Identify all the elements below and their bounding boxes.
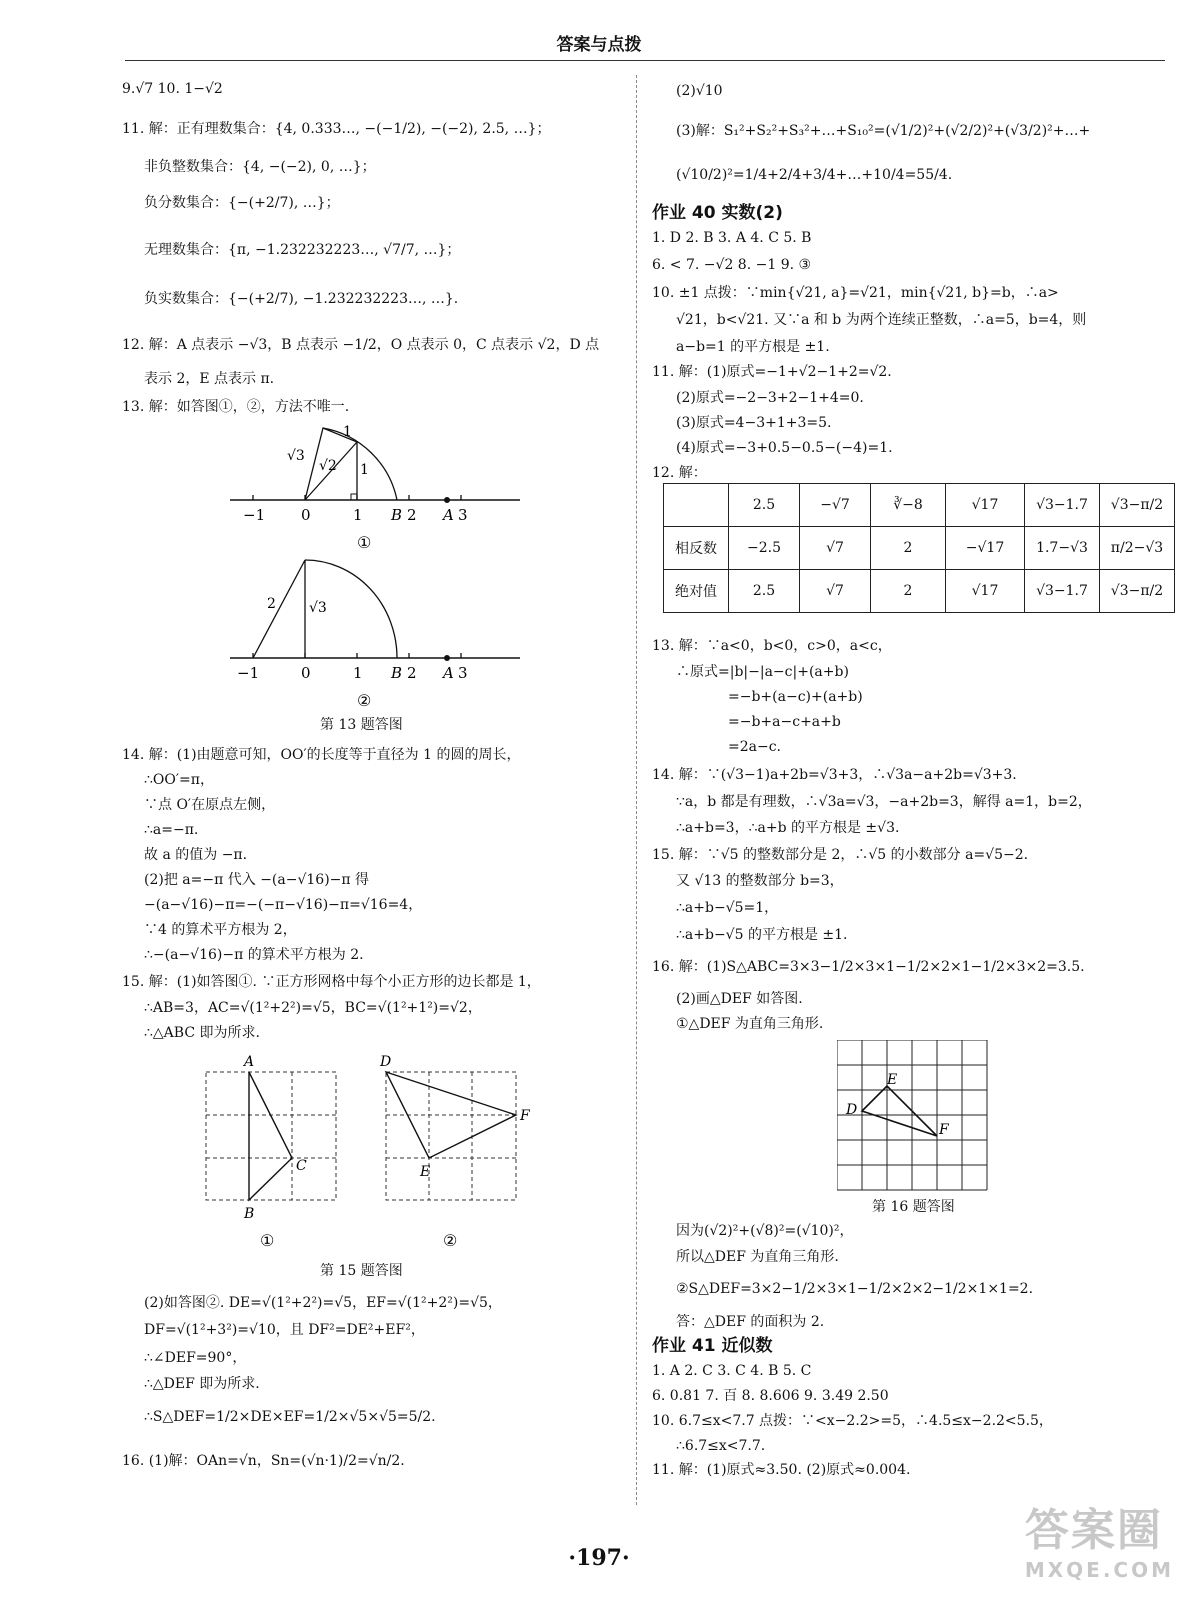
fig13-tick: B [391,664,403,682]
fig15-label: D [380,1054,392,1070]
table-row [664,570,1175,613]
answer-40-6-9: 6. < 7. −√2 8. −1 9. ③ [652,257,812,273]
fig13-tick: −1 [243,506,266,524]
fig15-label: F [520,1108,530,1124]
answer-11: 11. 解：正有理数集合：{4, 0.333…, −(−1/2), −(−2), 2.5, …}； [122,121,551,137]
answer-40-15-line: ∴a+b−√5=1， [676,900,779,916]
table-cell: 2 [871,527,946,570]
answer-12-cont: 表示 2，E 点表示 π. [144,371,275,387]
fig15-label: C [296,1158,307,1174]
answer-15-line: ∴AB=3，AC=√(1²+2²)=√5，BC=√(1²+1²)=√2， [144,1000,482,1016]
answer-40-13-line: =−b+(a−c)+(a+b) [728,689,863,705]
fig16-label: E [887,1072,898,1088]
answer-15-line: ∴∠DEF=90°， [144,1350,247,1366]
answer-40-14-line: ∵a，b 都是有理数，∴√3a=√3，−a+2b=3，解得 a=1，b=2， [676,794,1092,810]
fig15-label: A [244,1054,255,1070]
answer-41-1-5: 1. A 2. C 3. C 4. B 5. C [652,1363,812,1379]
table-cell: 绝对值 [664,570,729,613]
page-header: 答案与点拨 [556,35,642,55]
right-column [652,0,1167,1540]
table-cell: √17 [946,570,1025,613]
left-column [122,0,627,1540]
answer-40-13-line: ∴原式=|b|−|a−c|+(a+b) [676,664,849,680]
answer-40-16-line: ②S△DEF=3×2−1/2×3×1−1/2×2×2−1/2×1×1=2. [676,1281,1034,1297]
answer-40-13: 13. 解：∵a<0，b<0，c>0，a<c， [652,638,892,654]
fig16-caption: 第 16 题答图 [872,1199,955,1215]
answer-40-15: 15. 解：∵√5 的整数部分是 2，∴√5 的小数部分 a=√5−2. [652,847,1029,863]
page-number: ·197· [568,1545,630,1571]
fig13-tick: 2 [407,664,417,682]
answer-16-3-cont: (√10/2)²=1/4+2/4+3/4+…+10/4=55/4. [676,167,953,183]
fig13-tick: 0 [301,506,311,524]
answer-40-1-5: 1. D 2. B 3. A 4. C 5. B [652,230,812,246]
answer-40-13-line: =2a−c. [728,739,782,755]
answer-40-11-line: (3)原式=4−3+1+3=5. [676,415,832,431]
answer-11-negreal: 负实数集合：{−(+2/7), −1.232232223…, …}. [144,291,459,307]
section-title-41: 作业 41 近似数 [652,1336,773,1356]
answer-40-12: 12. 解： [652,465,707,481]
table-cell: 1.7−√3 [1025,527,1100,570]
table-cell: 2.5 [729,484,800,527]
answer-40-16-line: (2)画△DEF 如答图. [676,991,803,1007]
fig15-diagram [198,1050,538,1260]
answer-15: 15. 解：(1)如答图①. ∵正方形网格中每个小正方形的边长都是 1， [122,974,541,990]
answer-14: 14. 解：(1)由题意可知，OO′的长度等于直径为 1 的圆的周长， [122,747,521,763]
answer-40-15-line: 又 √13 的整数部分 b=3， [676,873,844,889]
answer-40-14: 14. 解：∵(√3−1)a+2b=√3+3，∴√3a−a+2b=√3+3. [652,767,1017,783]
table-cell: √17 [946,484,1025,527]
answer-14-line: ∵4 的算术平方根为 2， [144,922,297,938]
watermark-line-2: MXQE.COM [1024,1558,1174,1582]
table-cell [664,484,729,527]
answer-12: 12. 解：A 点表示 −√3，B 点表示 −1/2，O 点表示 0，C 点表示 √2，D 点 [122,337,600,353]
answer-14-line: ∴OO′=π， [144,772,214,788]
fig16-label: D [846,1102,858,1118]
answer-41-6-9: 6. 0.81 7. 百 8. 8.606 9. 3.49 2.50 [652,1388,889,1404]
answer-40-15-line: ∴a+b−√5 的平方根是 ±1. [676,927,848,943]
answer-15-line: DF=√(1²+3²)=√10，且 DF²=DE²+EF²， [144,1322,425,1338]
table-cell: 2.5 [729,570,800,613]
answer-40-11: 11. 解：(1)原式=−1+√2−1+2=√2. [652,364,892,380]
fig15-caption: 第 15 题答图 [320,1263,403,1279]
answer-14-line: ∴a=−π. [144,822,199,838]
table-cell: 2 [871,570,946,613]
answer-40-10: 10. ±1 点拨：∵min{√21, a}=√21，min{√21, b}=b，∴a> [652,285,1059,301]
table-cell: 相反数 [664,527,729,570]
fig13-tick: −1 [237,664,260,682]
answer-40-11-line: (2)原式=−2−3+2−1+4=0. [676,390,864,406]
answer-40-16-line: ①△DEF 为直角三角形. [676,1016,824,1032]
answer-15-line: (2)如答图②. DE=√(1²+2²)=√5，EF=√(1²+2²)=√5， [144,1295,502,1311]
table-cell: −2.5 [729,527,800,570]
table-row [664,527,1175,570]
fig15-circle-1: ① [260,1231,275,1250]
answer-40-16-line: 答：△DEF 的面积为 2. [676,1314,825,1330]
answer-40-10-cont: a−b=1 的平方根是 ±1. [676,339,830,355]
fig13-label: √3 [309,600,327,616]
fig13-tick: 0 [301,664,311,682]
fig13-label: 1 [360,462,369,478]
table-cell: π/2−√3 [1100,527,1175,570]
fig15-label: B [244,1206,255,1222]
answer-40-16: 16. 解：(1)S△ABC=3×3−1/2×3×1−1/2×2×1−1/2×3×2=3.5. [652,959,1085,975]
fig15-label: E [420,1164,431,1180]
answer-14-line: −(a−√16)−π=−(−π−√16)−π=√16=4， [144,897,423,913]
fig13-circle-2: ② [357,691,372,710]
fig13-label: 2 [267,596,276,612]
table-cell: −√17 [946,527,1025,570]
fig13-tick: 3 [458,664,468,682]
watermark-line-1: 答案圈 [1024,1505,1163,1556]
section-title-40: 作业 40 实数(2) [652,203,783,223]
fig13-label: √3 [287,448,305,464]
watermark [1025,1494,1174,1582]
fig13-label: √2 [319,458,337,474]
answer-11-nonneg: 非负整数集合：{4, −(−2), 0, …}； [144,159,376,175]
answer-9-10: 9.√7 10. 1−√2 [122,81,223,97]
fig13-label: 1 [343,424,352,440]
fig13-circle-1: ① [357,533,372,552]
answer-40-14-line: ∴a+b=3，∴a+b 的平方根是 ±√3. [676,820,900,836]
table-cell: √3−π/2 [1100,570,1175,613]
answer-14-line: 故 a 的值为 −π. [144,847,248,863]
fig13-tick: A [443,664,454,682]
fig13-tick: B [391,506,403,524]
fig13-tick: 2 [407,506,417,524]
fig16-diagram [837,1040,997,1192]
answer-16-2: (2)√10 [676,83,723,99]
fig13-diagram [225,412,525,712]
table-cell: √3−1.7 [1025,484,1100,527]
fig13-tick: 1 [353,664,363,682]
table-cell: √3−π/2 [1100,484,1175,527]
answer-14-line: (2)把 a=−π 代入 −(a−√16)−π 得 [144,872,370,888]
answer-40-11-line: (4)原式=−3+0.5−0.5−(−4)=1. [676,440,893,456]
answer-41-11: 11. 解：(1)原式≈3.50. (2)原式≈0.004. [652,1462,911,1478]
answer-40-10-cont: √21，b<√21. 又∵a 和 b 为两个连续正整数，∴a=5，b=4，则 [676,312,1087,328]
answer-13: 13. 解：如答图①，②，方法不唯一. [122,399,350,415]
answer-14-line: ∴−(a−√16)−π 的算术平方根为 2. [144,947,364,963]
column-divider [636,75,638,1505]
fig13-caption: 第 13 题答图 [320,717,403,733]
answer-40-16-line: 所以△DEF 为直角三角形. [676,1249,839,1265]
answer-14-line: ∵点 O′在原点左侧， [144,797,276,813]
answer-15-line: ∴△DEF 即为所求. [144,1376,260,1392]
fig13-tick: A [443,506,454,524]
answer-12-table [663,483,1175,613]
answer-15-line: ∴S△DEF=1/2×DE×EF=1/2×√5×√5=5/2. [144,1409,436,1425]
table-cell: √3−1.7 [1025,570,1100,613]
table-cell: −√7 [800,484,871,527]
answer-40-13-line: =−b+a−c+a+b [728,714,841,730]
answer-41-10: 10. 6.7≤x<7.7 点拨：∵<x−2.2>=5，∴4.5≤x−2.2<5.5， [652,1413,1053,1429]
answer-15-line: ∴△ABC 即为所求. [144,1025,260,1041]
answer-41-10-cont: ∴6.7≤x<7.7. [676,1438,766,1454]
fig13-tick: 3 [458,506,468,524]
table-cell: √7 [800,570,871,613]
fig16-label: F [939,1122,949,1138]
fig15-circle-2: ② [443,1231,458,1250]
answer-11-negfrac: 负分数集合：{−(+2/7), …}； [144,195,340,211]
fig13-tick: 1 [353,506,363,524]
answer-16-3: (3)解：S₁²+S₂²+S₃²+…+S₁₀²=(√1/2)²+(√2/2)²+(√3/2)²+…+ [676,123,1091,139]
answer-11-irrational: 无理数集合：{π, −1.232232223…, √7/7, …}； [144,242,461,258]
table-row [664,484,1175,527]
table-cell: √7 [800,527,871,570]
table-cell: ∛−8 [871,484,946,527]
answer-40-16-line: 因为(√2)²+(√8)²=(√10)²， [676,1223,854,1239]
answer-16: 16. (1)解：OAn=√n，Sn=(√n·1)/2=√n/2. [122,1453,405,1469]
